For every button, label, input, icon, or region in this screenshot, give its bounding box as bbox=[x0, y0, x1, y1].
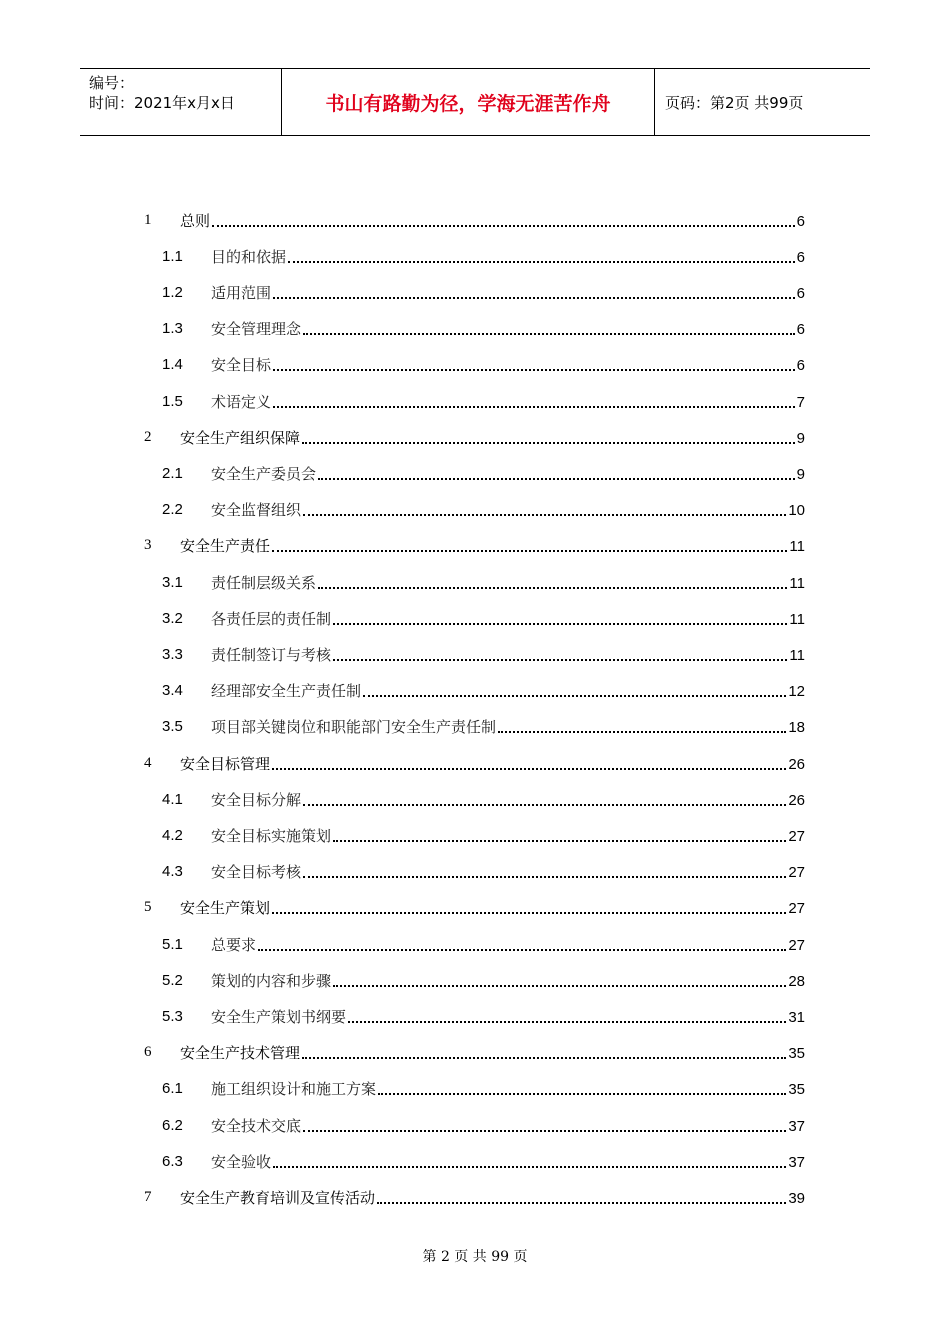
page-footer: 第 2 页 共 99 页 bbox=[422, 1249, 528, 1265]
toc-entry-title: 安全目标考核 bbox=[211, 863, 302, 882]
toc-entry-number: 5.3 bbox=[162, 1007, 183, 1025]
toc-dot-leader bbox=[303, 332, 795, 335]
toc-entry-title: 施工组织设计和施工方案 bbox=[211, 1080, 377, 1099]
toc-entry-page: 27 bbox=[788, 936, 805, 954]
toc-entry-title: 总要求 bbox=[211, 935, 257, 954]
toc-entry-page: 37 bbox=[788, 1117, 805, 1135]
toc-entry[interactable] bbox=[0, 673, 950, 709]
toc-entry-title: 安全验收 bbox=[211, 1152, 272, 1171]
toc-entry-page: 39 bbox=[788, 1189, 805, 1207]
toc-entry-line bbox=[211, 318, 805, 339]
toc-entry-number: 6.2 bbox=[162, 1116, 183, 1134]
toc-entry[interactable] bbox=[0, 1107, 950, 1143]
toc-entry-line bbox=[180, 427, 805, 448]
toc-dot-leader bbox=[378, 1092, 786, 1095]
toc-entry-number: 1.1 bbox=[162, 247, 183, 265]
toc-entry-line bbox=[211, 572, 805, 593]
toc-entry-line bbox=[211, 1078, 805, 1099]
toc-entry-number: 4.2 bbox=[162, 826, 183, 844]
toc-entry-number: 2.2 bbox=[162, 501, 183, 519]
toc-entry-number: 1 bbox=[144, 211, 152, 228]
toc-entry-page: 31 bbox=[788, 1008, 805, 1026]
toc-entry-title: 安全技术交底 bbox=[211, 1116, 302, 1135]
toc-entry-line bbox=[180, 535, 805, 556]
toc-entry[interactable] bbox=[0, 745, 950, 781]
toc-entry-title: 术语定义 bbox=[211, 392, 272, 411]
toc-entry-page: 6 bbox=[796, 321, 805, 339]
toc-entry-number: 2.1 bbox=[162, 464, 183, 482]
toc-entry-line bbox=[180, 1187, 805, 1208]
toc-entry-page: 6 bbox=[796, 284, 805, 302]
toc-dot-leader bbox=[333, 622, 787, 625]
toc-entry-title: 安全目标实施策划 bbox=[211, 826, 332, 845]
toc-entry[interactable] bbox=[0, 564, 950, 600]
toc-entry[interactable] bbox=[0, 709, 950, 745]
toc-entry-line bbox=[211, 391, 805, 412]
toc-entry-number: 3.4 bbox=[162, 682, 183, 700]
toc-entry-line bbox=[211, 1115, 805, 1136]
toc-entry-number: 6.3 bbox=[162, 1152, 183, 1170]
toc-entry[interactable] bbox=[0, 383, 950, 419]
toc-dot-leader bbox=[272, 549, 787, 552]
header-page-info: 页码：第2页 共99页 bbox=[665, 93, 804, 112]
toc-entry-line bbox=[211, 499, 805, 520]
toc-entry-line bbox=[211, 825, 805, 846]
toc-entry-line bbox=[211, 608, 805, 629]
toc-dot-leader bbox=[363, 694, 786, 697]
toc-entry-title: 责任制层级关系 bbox=[211, 573, 317, 592]
toc-entry[interactable] bbox=[0, 455, 950, 491]
toc-entry-page: 28 bbox=[788, 972, 805, 990]
toc-entry-page: 7 bbox=[796, 393, 805, 411]
toc-entry-line bbox=[211, 970, 805, 991]
toc-entry-line bbox=[211, 1151, 805, 1172]
document-date-label: 时间：2021年x月x日 bbox=[89, 94, 235, 112]
toc-entry-title: 安全生产策划 bbox=[180, 899, 271, 918]
toc-entry-page: 26 bbox=[788, 755, 805, 773]
toc-entry[interactable] bbox=[0, 962, 950, 998]
toc-entry-page: 11 bbox=[789, 646, 805, 664]
toc-dot-leader bbox=[303, 875, 786, 878]
toc-entry-line bbox=[180, 1042, 805, 1063]
toc-entry-number: 5.1 bbox=[162, 935, 183, 953]
document-number-label: 编号： bbox=[89, 74, 135, 92]
toc-dot-leader bbox=[273, 368, 795, 371]
toc-entry-line bbox=[211, 246, 805, 267]
toc-dot-leader bbox=[302, 1056, 786, 1059]
toc-entry-line bbox=[211, 644, 805, 665]
toc-dot-leader bbox=[272, 911, 786, 914]
toc-entry-title: 安全生产委员会 bbox=[211, 464, 317, 483]
toc-entry-number: 4 bbox=[144, 754, 152, 771]
toc-dot-leader bbox=[273, 296, 795, 299]
toc-entry-line bbox=[180, 753, 805, 774]
toc-dot-leader bbox=[318, 586, 787, 589]
toc-entry-line bbox=[211, 716, 805, 737]
toc-entry[interactable] bbox=[0, 890, 950, 926]
toc-entry-page: 12 bbox=[788, 683, 805, 701]
toc-entry[interactable] bbox=[0, 600, 950, 636]
toc-dot-leader bbox=[288, 260, 795, 263]
toc-entry-number: 3.3 bbox=[162, 645, 183, 663]
toc-entry-title: 安全监督组织 bbox=[211, 501, 302, 520]
toc-entry-line bbox=[211, 463, 805, 484]
toc-entry-title: 项目部关键岗位和职能部门安全生产责任制 bbox=[211, 718, 497, 737]
toc-entry[interactable] bbox=[0, 202, 950, 238]
toc-dot-leader bbox=[333, 984, 786, 987]
toc-entry-line bbox=[211, 282, 805, 303]
toc-entry-title: 安全生产组织保障 bbox=[180, 428, 301, 447]
toc-entry-title: 目的和依据 bbox=[211, 247, 287, 266]
toc-dot-leader bbox=[333, 658, 787, 661]
toc-entry-number: 4.1 bbox=[162, 790, 183, 808]
toc-entry-number: 3.2 bbox=[162, 609, 183, 627]
toc-entry-line bbox=[211, 934, 805, 955]
toc-entry[interactable] bbox=[0, 1143, 950, 1179]
toc-entry-title: 经理部安全生产责任制 bbox=[211, 682, 362, 701]
toc-dot-leader bbox=[258, 948, 786, 951]
toc-entry-number: 1.3 bbox=[162, 320, 183, 338]
toc-entry-page: 6 bbox=[796, 357, 805, 375]
toc-entry[interactable] bbox=[0, 419, 950, 455]
toc-dot-leader bbox=[303, 1129, 786, 1132]
toc-entry[interactable] bbox=[0, 926, 950, 962]
toc-entry-number: 4.3 bbox=[162, 863, 183, 881]
toc-entry-title: 安全生产责任 bbox=[180, 537, 271, 556]
toc-entry-number: 3.5 bbox=[162, 718, 183, 736]
toc-entry-title: 安全生产技术管理 bbox=[180, 1044, 301, 1063]
toc-entry-number: 5 bbox=[144, 899, 152, 916]
toc-entry-page: 27 bbox=[788, 900, 805, 918]
toc-entry-line bbox=[211, 789, 805, 810]
toc-entry-page: 6 bbox=[796, 212, 805, 230]
toc-entry-number: 6 bbox=[144, 1044, 152, 1061]
toc-entry-number: 2 bbox=[144, 428, 152, 445]
toc-entry-number: 3.1 bbox=[162, 573, 183, 591]
toc-entry-line bbox=[211, 861, 805, 882]
toc-entry-title: 安全生产策划书纲要 bbox=[211, 1007, 347, 1026]
toc-entry-title: 各责任层的责任制 bbox=[211, 609, 332, 628]
toc-entry[interactable] bbox=[0, 238, 950, 274]
toc-entry-title: 安全管理理念 bbox=[211, 320, 302, 339]
toc-entry[interactable] bbox=[0, 1071, 950, 1107]
toc-dot-leader bbox=[303, 803, 786, 806]
toc-entry-title: 适用范围 bbox=[211, 283, 272, 302]
toc-entry-page: 27 bbox=[788, 827, 805, 845]
toc-entry-page: 11 bbox=[789, 538, 805, 556]
toc-entry-number: 1.5 bbox=[162, 392, 183, 410]
toc-entry-line bbox=[180, 897, 805, 918]
toc-entry-page: 6 bbox=[796, 248, 805, 266]
toc-dot-leader bbox=[498, 730, 786, 733]
toc-entry-number: 6.1 bbox=[162, 1080, 183, 1098]
toc-entry[interactable] bbox=[0, 274, 950, 310]
toc-entry[interactable] bbox=[0, 781, 950, 817]
toc-entry-number: 5.2 bbox=[162, 971, 183, 989]
toc-entry[interactable] bbox=[0, 311, 950, 347]
toc-entry-page: 26 bbox=[788, 791, 805, 809]
toc-entry-number: 3 bbox=[144, 537, 152, 554]
toc-dot-leader bbox=[348, 1020, 786, 1023]
toc-dot-leader bbox=[273, 405, 795, 408]
toc-entry-number: 1.2 bbox=[162, 283, 183, 301]
toc-entry[interactable] bbox=[0, 854, 950, 890]
toc-entry[interactable] bbox=[0, 347, 950, 383]
toc-dot-leader bbox=[377, 1201, 786, 1204]
toc-entry-line bbox=[211, 1006, 805, 1027]
toc-entry-title: 安全目标 bbox=[211, 356, 272, 375]
toc-dot-leader bbox=[302, 441, 795, 444]
toc-entry[interactable] bbox=[0, 1179, 950, 1215]
toc-entry-number: 1.4 bbox=[162, 356, 183, 374]
toc-entry[interactable] bbox=[0, 492, 950, 528]
toc-entry-page: 35 bbox=[788, 1045, 805, 1063]
toc-entry-page: 18 bbox=[788, 719, 805, 737]
toc-entry-title: 总则 bbox=[180, 211, 211, 230]
toc-entry-line bbox=[211, 680, 805, 701]
toc-dot-leader bbox=[303, 513, 786, 516]
toc-entry-page: 9 bbox=[796, 465, 805, 483]
toc-entry-title: 安全目标分解 bbox=[211, 790, 302, 809]
toc-entry-number: 7 bbox=[144, 1188, 152, 1205]
toc-entry-page: 27 bbox=[788, 864, 805, 882]
page-header bbox=[80, 68, 870, 136]
toc-entry-page: 9 bbox=[796, 429, 805, 447]
toc-entry-title: 安全目标管理 bbox=[180, 754, 271, 773]
toc-dot-leader bbox=[318, 477, 795, 480]
toc-dot-leader bbox=[272, 767, 786, 770]
header-motto: 书山有路勤为径，学海无涯苦作舟 bbox=[282, 69, 655, 135]
toc-entry[interactable] bbox=[0, 998, 950, 1034]
toc-entry-title: 责任制签订与考核 bbox=[211, 645, 332, 664]
toc-dot-leader bbox=[273, 1165, 786, 1168]
toc-entry-page: 37 bbox=[788, 1153, 805, 1171]
toc-entry-page: 11 bbox=[789, 610, 805, 628]
toc-entry-line bbox=[211, 354, 805, 375]
toc-entry-title: 策划的内容和步骤 bbox=[211, 971, 332, 990]
toc-entry[interactable] bbox=[0, 1035, 950, 1071]
header-meta bbox=[80, 69, 282, 135]
toc-dot-leader bbox=[333, 839, 786, 842]
toc-entry-page: 35 bbox=[788, 1081, 805, 1099]
toc-dot-leader bbox=[212, 224, 795, 227]
toc-entry-title: 安全生产教育培训及宣传活动 bbox=[180, 1188, 376, 1207]
toc-entry[interactable] bbox=[0, 817, 950, 853]
toc-entry[interactable] bbox=[0, 636, 950, 672]
toc-entry-page: 11 bbox=[789, 574, 805, 592]
toc-entry-page: 10 bbox=[788, 502, 805, 520]
toc-entry-line bbox=[180, 210, 805, 231]
toc-entry[interactable] bbox=[0, 528, 950, 564]
